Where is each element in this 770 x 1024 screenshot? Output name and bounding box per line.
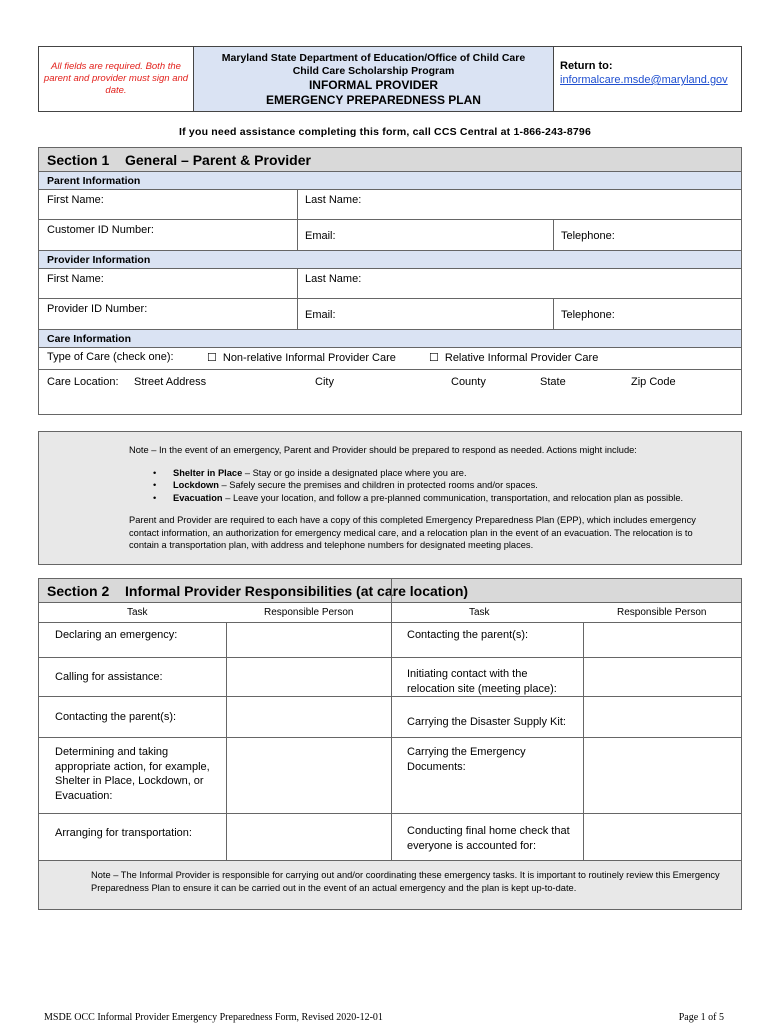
state-label: State (540, 376, 566, 388)
section1-title (39, 148, 741, 172)
person-input-5[interactable] (227, 814, 391, 861)
person-input-1[interactable] (227, 624, 391, 657)
task-calling-assistance: Calling for assistance: (55, 671, 163, 683)
return-block (554, 47, 741, 111)
form-title-line2: EMERGENCY PREPAREDNESS PLAN (266, 93, 481, 107)
provider-telephone-field[interactable] (553, 299, 741, 329)
section1-number: Section 1 (47, 152, 110, 168)
provider-name-row (39, 269, 741, 299)
form-id-footer: MSDE OCC Informal Provider Emergency Preparedness Form, Revised 2020-12-01 (44, 1012, 383, 1023)
return-email-link[interactable]: informalcare.msde@maryland.gov (560, 74, 728, 86)
zip-field[interactable] (623, 370, 684, 402)
task-disaster-kit: Carrying the Disaster Supply Kit: (407, 716, 566, 728)
provider-last-name-label: Last Name: (305, 273, 362, 285)
list-item (153, 467, 721, 480)
customer-id-label: Customer ID Number: (47, 224, 154, 236)
note-paragraph: Parent and Provider are required to each have a copy of this completed Emergency Preparedness Plan (EPP), which includes emergency contact information, an authorization for emergency medical care, and a relocation plan in the event of an evacuation. The relocation is to contain a transportation plan, with address and telephone numbers for designated meeting places. (129, 515, 696, 550)
col-person-left: Responsible Person (264, 607, 354, 618)
section2-number: Section 2 (47, 583, 110, 599)
relative-option[interactable] (421, 348, 741, 369)
section2-heading: Informal Provider Responsibilities (at care location) (125, 583, 469, 599)
parent-name-row (39, 190, 741, 220)
action-term: Lockdown (173, 480, 219, 490)
action-term: Evacuation (173, 492, 223, 503)
action-text: – Stay or go inside a designated place where you are. (242, 467, 467, 478)
person-input-6[interactable] (584, 624, 741, 657)
person-input-3[interactable] (227, 697, 391, 737)
section1-table (38, 147, 742, 415)
provider-first-name-label: First Name: (47, 273, 104, 285)
care-location-row (39, 370, 741, 402)
required-note: All fields are required. Both the parent and provider must sign and date. (39, 47, 194, 111)
parent-telephone-label: Telephone: (561, 230, 615, 242)
relative-label: Relative Informal Provider Care (444, 352, 599, 364)
state-field[interactable] (532, 370, 574, 402)
section2-title (39, 579, 741, 603)
nonrelative-label: Non-relative Informal Provider Care (222, 352, 396, 364)
section2-note: Note – The Informal Provider is responsible for carrying out and/or coordinating these emergency tasks. It is important to routinely review this Emergency Preparedness Plan to ensure it can be carried out in the event of an actual emergency and the plan is kept up-to-date. (39, 860, 741, 909)
city-label: City (315, 376, 334, 388)
parent-id-row (39, 220, 741, 251)
care-location-label: Care Location: (47, 376, 119, 388)
person-input-9[interactable] (584, 738, 741, 813)
street-address-field[interactable] (126, 370, 214, 402)
action-list (153, 467, 721, 505)
list-item (153, 492, 721, 505)
emergency-note (38, 431, 742, 565)
agency-block (194, 47, 554, 111)
person-input-8[interactable] (584, 697, 741, 737)
action-text: – Leave your location, and follow a pre-planned communication, transportation, and relocation plan as possible. (222, 492, 684, 503)
agency-line1: Maryland State Department of Education/Office of Child Care (221, 52, 526, 64)
county-label: County (451, 376, 486, 388)
task-emergency-documents: Carrying the Emergency Documents: (407, 746, 526, 773)
person-input-4[interactable] (227, 738, 391, 813)
parent-telephone-field[interactable] (553, 220, 741, 250)
note-intro: Note – In the event of an emergency, Parent and Provider should be prepared to respond as needed. Actions might include: (129, 445, 637, 455)
city-field[interactable] (307, 370, 342, 402)
customer-id-field[interactable] (39, 220, 297, 250)
task-contacting-parents: Contacting the parent(s): (55, 711, 177, 723)
assistance-line: If you need assistance completing this form, call CCS Central at 1-866-243-8796 (178, 126, 592, 138)
parent-last-name-label: Last Name: (305, 194, 362, 206)
care-type-label: Type of Care (check one): (47, 351, 174, 363)
provider-email-label: Email: (305, 309, 336, 321)
provider-email-field[interactable] (297, 299, 553, 329)
form-header (38, 46, 742, 112)
task-final-home-check: Conducting final home check that everyone is accounted for: (407, 825, 570, 852)
task-declaring-emergency: Declaring an emergency: (55, 629, 178, 641)
county-field[interactable] (443, 370, 494, 402)
parent-first-name-label: First Name: (47, 194, 104, 206)
section2-table (38, 578, 742, 910)
provider-id-field[interactable] (39, 299, 297, 329)
person-input-2[interactable] (227, 658, 391, 696)
nonrelative-option[interactable] (199, 348, 421, 369)
provider-first-name-field[interactable] (39, 269, 297, 298)
parent-email-field[interactable] (297, 220, 553, 250)
person-input-10[interactable] (584, 814, 741, 861)
section2-column-headers (39, 603, 741, 623)
task-contacting-parents-right: Contacting the parent(s): (407, 629, 529, 641)
checkbox-icon[interactable]: ☐ (207, 352, 217, 364)
zip-label: Zip Code (631, 376, 676, 388)
street-address-label: Street Address (134, 376, 207, 388)
col-person-right: Responsible Person (617, 607, 707, 618)
provider-info-heading: Provider Information (39, 251, 741, 269)
provider-last-name-field[interactable] (297, 269, 741, 298)
action-text: – Safely secure the premises and children in protected rooms and/or spaces. (218, 480, 538, 490)
return-label: Return to: (560, 60, 613, 72)
task-arranging-transport: Arranging for transportation: (55, 827, 192, 839)
provider-id-row (39, 299, 741, 330)
provider-telephone-label: Telephone: (561, 309, 615, 321)
col-task-left: Task (127, 607, 148, 618)
parent-info-heading: Parent Information (39, 172, 741, 190)
task-determining-action: Determining and taking appropriate action, for example, Shelter in Place, Lockdown, or Evacuation: (55, 746, 210, 802)
col-task-right: Task (469, 607, 490, 618)
action-term: Shelter in Place (173, 467, 243, 478)
parent-first-name-field[interactable] (39, 190, 297, 219)
page-number: Page 1 of 5 (678, 1012, 724, 1023)
care-type-row (39, 348, 741, 370)
person-input-7[interactable] (584, 658, 741, 696)
parent-email-label: Email: (305, 230, 336, 242)
agency-line2: Child Care Scholarship Program (292, 65, 455, 77)
list-item (153, 479, 721, 492)
form-title-line1: INFORMAL PROVIDER (308, 78, 439, 92)
provider-id-label: Provider ID Number: (47, 303, 148, 315)
care-info-heading: Care Information (39, 330, 741, 348)
task-initiating-contact: Initiating contact with the relocation site (meeting place): (407, 668, 557, 695)
section1-heading: General – Parent & Provider (125, 152, 311, 168)
checkbox-icon[interactable]: ☐ (429, 352, 439, 364)
parent-last-name-field[interactable] (297, 190, 741, 219)
